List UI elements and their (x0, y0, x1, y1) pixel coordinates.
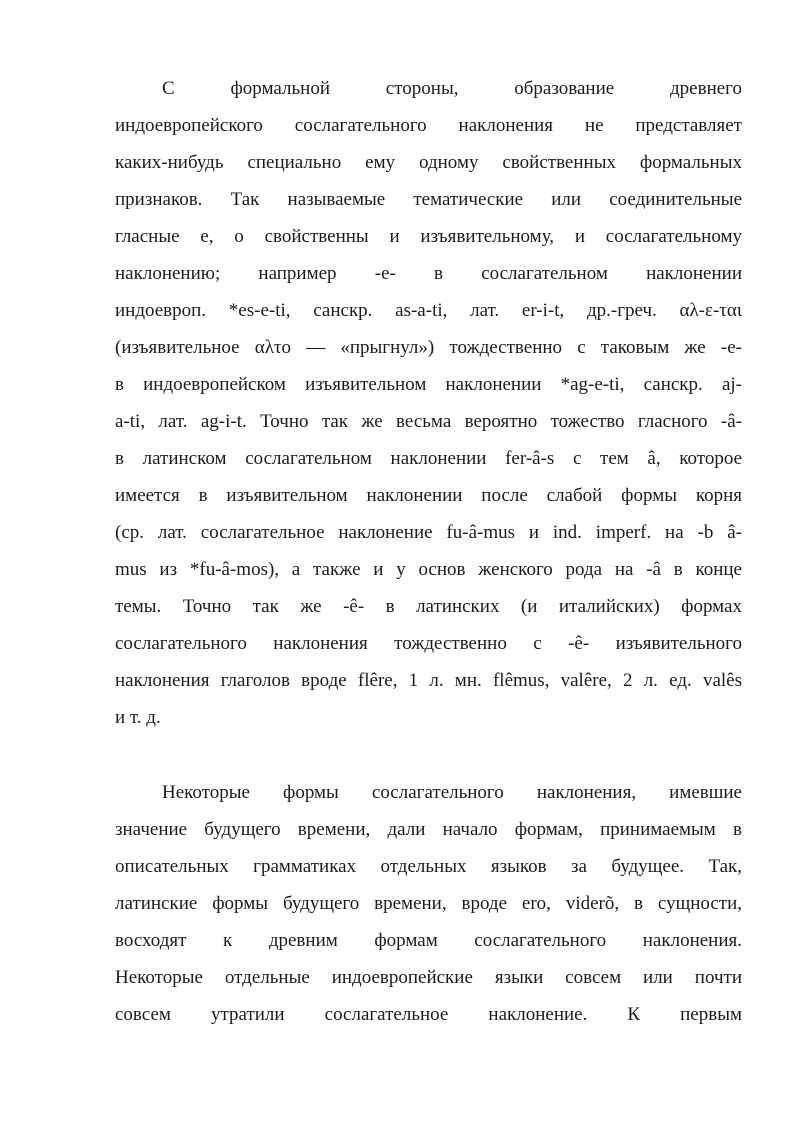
text-line: индоевропейского сослагательного наклонения не представляет (115, 115, 742, 136)
text-line: наклонения глаголов вроде flêre, 1 л. мн. flêmus, valêre, 2 л. ед. valês (115, 670, 742, 691)
text-line: С формальной стороны, образование древнего (162, 78, 742, 99)
text-line: (изъявительное αλτο — «прыгнул») тождественно с таковым же -e- (115, 337, 742, 358)
text-line: Некоторые отдельные индоевропейские языки совсем или почти (115, 967, 742, 988)
text-line: (ср. лат. сослагательное наклонение fu-â-mus и ind. imperf. на -b â- (115, 522, 742, 543)
text-line: темы. Точно так же -ê- в латинских (и италийских) формах (115, 596, 742, 617)
text-line: значение будущего времени, дали начало формам, принимаемым в (115, 819, 742, 840)
text-line: mus из *fu-â-mos), а также и у основ женского рода на -â в конце (115, 559, 742, 580)
text-line: описательных грамматиках отдельных языков за будущее. Так, (115, 856, 742, 877)
text-line: латинские формы будущего времени, вроде ero, viderõ, в сущности, (115, 893, 742, 914)
text-line: a-ti, лат. ag-i-t. Точно так же весьма вероятно тожество гласного -â- (115, 411, 742, 432)
text-line: совсем утратили сослагательное наклонение. К первым (115, 1004, 742, 1025)
text-line: сослагательного наклонения тождественно с -ê- изъявительного (115, 633, 742, 654)
text-line: восходят к древним формам сослагательного наклонения. (115, 930, 742, 951)
text-line: в индоевропейском изъявительном наклонении *ag-e-ti, санскр. aj- (115, 374, 742, 395)
text-line: гласные e, o свойственны и изъявительному, и сослагательному (115, 226, 742, 247)
text-line: каких-нибудь специально ему одному свойственных формальных (115, 152, 742, 173)
text-line: признаков. Так называемые тематические или соединительные (115, 189, 742, 210)
text-line: Некоторые формы сослагательного наклонения, имевшие (162, 782, 742, 803)
text-line: в латинском сослагательном наклонении fer-â-s с тем â, которое (115, 448, 742, 469)
text-line: и т. д. (115, 707, 161, 728)
text-line: наклонению; например -e- в сослагательном наклонении (115, 263, 742, 284)
text-line: имеется в изъявительном наклонении после слабой формы корня (115, 485, 742, 506)
text-line: индоевроп. *es-e-ti, санскр. as-a-ti, лат. er-i-t, др.-греч. αλ-ε-ται (115, 300, 742, 321)
